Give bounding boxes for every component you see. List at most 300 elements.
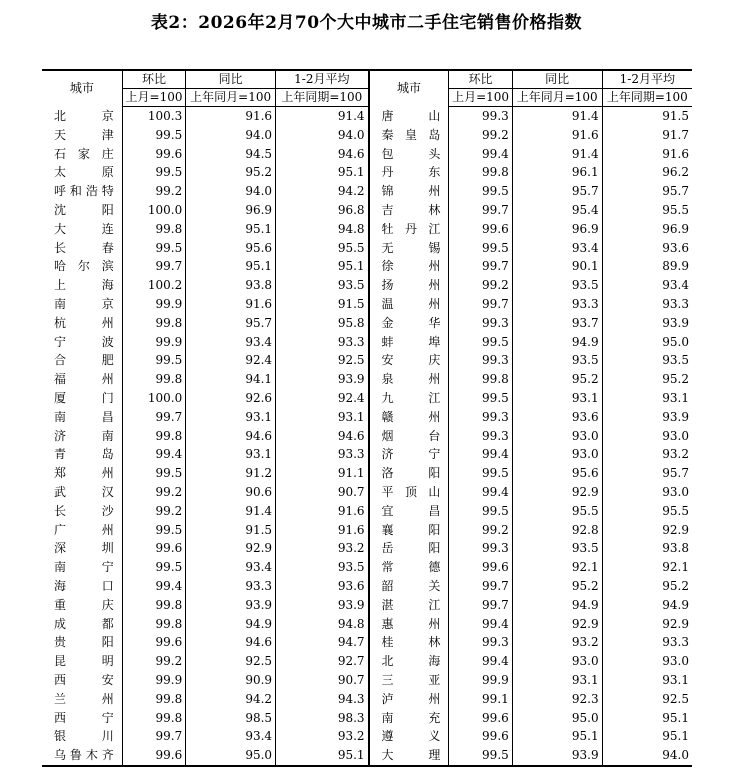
avg-value: 95.2	[602, 577, 692, 596]
avg-value: 95.5	[602, 502, 692, 521]
mom-value: 99.8	[449, 370, 512, 389]
yoy-value: 90.1	[512, 257, 602, 276]
yoy-value: 96.9	[186, 201, 276, 220]
avg-base-right: 上年同期=100	[602, 89, 692, 107]
avg-value: 96.8	[276, 201, 369, 220]
city-name: 包头	[369, 145, 449, 164]
city-name: 西宁	[42, 709, 122, 728]
city-name: 桂林	[369, 633, 449, 652]
mom-value: 99.3	[449, 408, 512, 427]
mom-value: 100.3	[122, 107, 185, 126]
avg-value: 94.6	[276, 427, 369, 446]
avg-value: 94.0	[276, 126, 369, 145]
yoy-value: 95.1	[186, 220, 276, 239]
city-name: 遵义	[369, 727, 449, 746]
avg-value: 93.9	[276, 370, 369, 389]
yoy-value: 94.2	[186, 690, 276, 709]
avg-value: 91.6	[276, 502, 369, 521]
avg-value: 94.2	[276, 182, 369, 201]
avg-value: 91.6	[276, 521, 369, 540]
mom-value: 99.2	[122, 182, 185, 201]
city-name: 丹东	[369, 163, 449, 182]
avg-value: 93.3	[602, 295, 692, 314]
mom-value: 99.8	[122, 427, 185, 446]
city-header-left: 城市	[42, 70, 122, 107]
yoy-value: 93.5	[512, 276, 602, 295]
mom-value: 99.4	[449, 615, 512, 634]
avg-value: 93.2	[276, 539, 369, 558]
table-row	[42, 502, 692, 521]
mom-value: 99.3	[449, 633, 512, 652]
yoy-value: 92.8	[512, 521, 602, 540]
yoy-value: 94.9	[512, 333, 602, 352]
avg-value: 92.1	[602, 558, 692, 577]
avg-value: 89.9	[602, 257, 692, 276]
city-name: 徐州	[369, 257, 449, 276]
avg-header-left: 1-2月平均	[276, 70, 369, 89]
mom-value: 99.8	[122, 314, 185, 333]
yoy-value: 95.7	[512, 182, 602, 201]
yoy-value: 93.5	[512, 539, 602, 558]
table-row	[42, 577, 692, 596]
yoy-value: 95.2	[512, 370, 602, 389]
mom-value: 99.7	[122, 257, 185, 276]
mom-value: 99.8	[122, 220, 185, 239]
table-row	[42, 671, 692, 690]
city-name: 无锡	[369, 239, 449, 258]
yoy-value: 94.5	[186, 145, 276, 164]
yoy-value: 93.2	[512, 633, 602, 652]
mom-value: 99.7	[449, 577, 512, 596]
yoy-value: 92.9	[186, 539, 276, 558]
mom-value: 99.2	[449, 276, 512, 295]
avg-value: 94.8	[276, 220, 369, 239]
table-row	[42, 615, 692, 634]
avg-value: 93.1	[602, 389, 692, 408]
yoy-value: 91.4	[512, 107, 602, 126]
yoy-value: 91.2	[186, 464, 276, 483]
yoy-value: 92.9	[512, 615, 602, 634]
yoy-value: 91.6	[512, 126, 602, 145]
mom-value: 99.5	[449, 239, 512, 258]
avg-value: 93.2	[602, 445, 692, 464]
city-name: 烟台	[369, 427, 449, 446]
yoy-value: 93.1	[512, 389, 602, 408]
mom-value: 99.5	[449, 333, 512, 352]
yoy-value: 92.5	[186, 652, 276, 671]
city-name: 哈尔滨	[42, 257, 122, 276]
mom-value: 99.7	[122, 408, 185, 427]
avg-value: 95.2	[602, 370, 692, 389]
yoy-value: 94.1	[186, 370, 276, 389]
avg-value: 95.7	[602, 464, 692, 483]
city-name: 蚌埠	[369, 333, 449, 352]
mom-value: 99.8	[122, 690, 185, 709]
table-row	[42, 427, 692, 446]
avg-value: 95.5	[602, 201, 692, 220]
avg-value: 93.2	[276, 727, 369, 746]
avg-value: 91.6	[602, 145, 692, 164]
city-name: 重庆	[42, 596, 122, 615]
city-name: 贵阳	[42, 633, 122, 652]
table-row	[42, 483, 692, 502]
avg-value: 93.8	[602, 539, 692, 558]
table-row	[42, 182, 692, 201]
city-name: 赣州	[369, 408, 449, 427]
city-name: 深圳	[42, 539, 122, 558]
yoy-value: 93.1	[186, 445, 276, 464]
table-row	[42, 558, 692, 577]
city-name: 唐山	[369, 107, 449, 126]
price-index-table	[42, 69, 692, 767]
yoy-value: 93.8	[186, 276, 276, 295]
avg-value: 91.4	[276, 107, 369, 126]
table-row	[42, 389, 692, 408]
mom-header-left: 环比	[122, 70, 185, 89]
city-name: 成都	[42, 615, 122, 634]
avg-value: 92.9	[602, 615, 692, 634]
mom-value: 99.5	[122, 126, 185, 145]
yoy-value: 94.9	[186, 615, 276, 634]
avg-value: 95.0	[602, 333, 692, 352]
mom-value: 99.3	[449, 107, 512, 126]
yoy-base-right: 上年同月=100	[512, 89, 602, 107]
avg-value: 94.9	[602, 596, 692, 615]
mom-value: 99.2	[122, 652, 185, 671]
city-name: 泉州	[369, 370, 449, 389]
avg-value: 93.1	[276, 408, 369, 427]
city-name: 长春	[42, 239, 122, 258]
mom-value: 99.7	[449, 295, 512, 314]
mom-value: 99.8	[122, 709, 185, 728]
table-row	[42, 163, 692, 182]
yoy-value: 95.6	[186, 239, 276, 258]
city-name: 秦皇岛	[369, 126, 449, 145]
table-row	[42, 220, 692, 239]
mom-value: 99.4	[122, 445, 185, 464]
mom-value: 99.2	[449, 521, 512, 540]
mom-value: 99.6	[122, 746, 185, 766]
yoy-value: 93.3	[512, 295, 602, 314]
table-row	[42, 633, 692, 652]
table-row	[42, 746, 692, 766]
mom-header-right: 环比	[449, 70, 512, 89]
mom-value: 99.4	[449, 145, 512, 164]
yoy-value: 94.0	[186, 182, 276, 201]
yoy-value: 93.4	[186, 727, 276, 746]
mom-value: 99.5	[122, 464, 185, 483]
yoy-value: 93.4	[512, 239, 602, 258]
yoy-value: 96.9	[512, 220, 602, 239]
mom-value: 99.6	[449, 709, 512, 728]
mom-value: 99.7	[449, 201, 512, 220]
table-row	[42, 276, 692, 295]
yoy-value: 93.5	[512, 351, 602, 370]
avg-value: 94.6	[276, 145, 369, 164]
mom-value: 99.5	[122, 558, 185, 577]
city-name: 太原	[42, 163, 122, 182]
city-name: 银川	[42, 727, 122, 746]
yoy-value: 95.2	[186, 163, 276, 182]
avg-value: 95.1	[602, 727, 692, 746]
city-name: 厦门	[42, 389, 122, 408]
city-name: 牡丹江	[369, 220, 449, 239]
avg-value: 92.4	[276, 389, 369, 408]
mom-value: 99.6	[122, 633, 185, 652]
city-name: 南昌	[42, 408, 122, 427]
avg-value: 93.3	[602, 633, 692, 652]
avg-value: 93.5	[276, 558, 369, 577]
mom-value: 100.0	[122, 201, 185, 220]
avg-value: 93.5	[276, 276, 369, 295]
city-name: 北京	[42, 107, 122, 126]
avg-value: 93.0	[602, 427, 692, 446]
mom-value: 99.5	[122, 163, 185, 182]
avg-value: 95.1	[602, 709, 692, 728]
avg-value: 93.5	[602, 351, 692, 370]
avg-value: 94.0	[602, 746, 692, 766]
city-name: 扬州	[369, 276, 449, 295]
mom-value: 99.9	[122, 295, 185, 314]
city-name: 泸州	[369, 690, 449, 709]
avg-value: 95.1	[276, 257, 369, 276]
yoy-value: 95.2	[512, 577, 602, 596]
avg-value: 91.1	[276, 464, 369, 483]
avg-value: 93.9	[602, 408, 692, 427]
mom-value: 99.4	[122, 577, 185, 596]
city-name: 福州	[42, 370, 122, 389]
avg-value: 93.9	[602, 314, 692, 333]
city-name: 北海	[369, 652, 449, 671]
avg-value: 93.1	[602, 671, 692, 690]
avg-value: 96.2	[602, 163, 692, 182]
avg-value: 91.5	[276, 295, 369, 314]
table-body	[42, 107, 692, 766]
mom-value: 99.5	[122, 351, 185, 370]
table-row	[42, 239, 692, 258]
city-name: 大理	[369, 746, 449, 766]
yoy-value: 98.5	[186, 709, 276, 728]
avg-base-left: 上年同期=100	[276, 89, 369, 107]
yoy-value: 94.6	[186, 633, 276, 652]
table-row	[42, 539, 692, 558]
mom-value: 99.3	[449, 539, 512, 558]
city-name: 平顶山	[369, 483, 449, 502]
mom-value: 99.2	[122, 483, 185, 502]
yoy-value: 92.6	[186, 389, 276, 408]
yoy-value: 91.6	[186, 295, 276, 314]
city-name: 韶关	[369, 577, 449, 596]
avg-value: 93.3	[276, 445, 369, 464]
mom-value: 99.5	[449, 746, 512, 766]
table-row	[42, 333, 692, 352]
avg-value: 98.3	[276, 709, 369, 728]
mom-value: 99.6	[122, 539, 185, 558]
mom-value: 99.7	[449, 596, 512, 615]
mom-value: 99.4	[449, 483, 512, 502]
city-name: 昆明	[42, 652, 122, 671]
table-row	[42, 295, 692, 314]
avg-value: 94.3	[276, 690, 369, 709]
city-name: 宜昌	[369, 502, 449, 521]
avg-value: 93.0	[602, 652, 692, 671]
table-row	[42, 521, 692, 540]
yoy-value: 93.7	[512, 314, 602, 333]
yoy-value: 95.0	[186, 746, 276, 766]
city-name: 海口	[42, 577, 122, 596]
mom-value: 99.6	[122, 145, 185, 164]
yoy-value: 93.0	[512, 427, 602, 446]
city-name: 宁波	[42, 333, 122, 352]
avg-value: 92.7	[276, 652, 369, 671]
mom-value: 99.5	[449, 389, 512, 408]
mom-value: 99.4	[449, 652, 512, 671]
avg-value: 95.8	[276, 314, 369, 333]
yoy-value: 90.6	[186, 483, 276, 502]
avg-value: 90.7	[276, 483, 369, 502]
yoy-value: 91.4	[186, 502, 276, 521]
yoy-value: 92.9	[512, 483, 602, 502]
city-name: 锦州	[369, 182, 449, 201]
avg-value: 94.7	[276, 633, 369, 652]
city-name: 襄阳	[369, 521, 449, 540]
mom-value: 99.5	[449, 464, 512, 483]
yoy-base-left: 上年同月=100	[186, 89, 276, 107]
table-row	[42, 652, 692, 671]
city-name: 三亚	[369, 671, 449, 690]
yoy-value: 95.6	[512, 464, 602, 483]
table-header	[42, 70, 692, 107]
city-name: 惠州	[369, 615, 449, 634]
city-name: 南宁	[42, 558, 122, 577]
yoy-value: 95.1	[186, 257, 276, 276]
mom-value: 99.1	[449, 690, 512, 709]
city-name: 南京	[42, 295, 122, 314]
mom-value: 99.8	[122, 615, 185, 634]
city-name: 兰州	[42, 690, 122, 709]
yoy-value: 94.9	[512, 596, 602, 615]
yoy-value: 93.9	[186, 596, 276, 615]
yoy-value: 93.1	[186, 408, 276, 427]
mom-value: 99.8	[122, 596, 185, 615]
avg-value: 93.6	[276, 577, 369, 596]
city-name: 郑州	[42, 464, 122, 483]
mom-value: 99.6	[449, 220, 512, 239]
mom-value: 99.2	[449, 126, 512, 145]
avg-value: 92.5	[602, 690, 692, 709]
city-name: 湛江	[369, 596, 449, 615]
avg-value: 91.5	[602, 107, 692, 126]
table-row	[42, 464, 692, 483]
avg-value: 95.5	[276, 239, 369, 258]
yoy-value: 91.5	[186, 521, 276, 540]
mom-value: 99.6	[449, 727, 512, 746]
table-row	[42, 145, 692, 164]
mom-value: 99.5	[449, 502, 512, 521]
yoy-value: 93.9	[512, 746, 602, 766]
yoy-value: 93.4	[186, 333, 276, 352]
city-name: 西安	[42, 671, 122, 690]
yoy-value: 95.4	[512, 201, 602, 220]
mom-value: 99.3	[449, 314, 512, 333]
city-name: 杭州	[42, 314, 122, 333]
mom-value: 100.2	[122, 276, 185, 295]
yoy-value: 95.7	[186, 314, 276, 333]
table-row	[42, 408, 692, 427]
city-name: 上海	[42, 276, 122, 295]
city-name: 大连	[42, 220, 122, 239]
yoy-header-left: 同比	[186, 70, 276, 89]
yoy-value: 95.1	[512, 727, 602, 746]
city-name: 武汉	[42, 483, 122, 502]
mom-value: 99.9	[122, 333, 185, 352]
avg-value: 93.9	[276, 596, 369, 615]
table-row	[42, 370, 692, 389]
table-row	[42, 445, 692, 464]
yoy-value: 90.9	[186, 671, 276, 690]
yoy-value: 92.4	[186, 351, 276, 370]
yoy-value: 93.4	[186, 558, 276, 577]
yoy-value: 91.6	[186, 107, 276, 126]
yoy-value: 93.1	[512, 671, 602, 690]
table-row	[42, 596, 692, 615]
yoy-value: 95.0	[512, 709, 602, 728]
yoy-value: 91.4	[512, 145, 602, 164]
yoy-value: 92.3	[512, 690, 602, 709]
yoy-value: 92.1	[512, 558, 602, 577]
city-name: 长沙	[42, 502, 122, 521]
table-title: 表2：2026年2月70个大中城市二手住宅销售价格指数	[150, 13, 583, 33]
city-name: 九江	[369, 389, 449, 408]
avg-value: 95.7	[602, 182, 692, 201]
table-row	[42, 727, 692, 746]
mom-value: 99.6	[449, 558, 512, 577]
table-row	[42, 126, 692, 145]
city-name: 温州	[369, 295, 449, 314]
table-row	[42, 690, 692, 709]
avg-value: 95.1	[276, 746, 369, 766]
mom-value: 99.8	[122, 370, 185, 389]
avg-value: 93.4	[602, 276, 692, 295]
city-name: 广州	[42, 521, 122, 540]
mom-value: 99.5	[122, 239, 185, 258]
city-name: 合肥	[42, 351, 122, 370]
avg-value: 94.8	[276, 615, 369, 634]
city-name: 乌鲁木齐	[42, 746, 122, 766]
mom-value: 99.7	[449, 257, 512, 276]
yoy-value: 93.3	[186, 577, 276, 596]
table-row	[42, 107, 692, 126]
city-name: 沈阳	[42, 201, 122, 220]
avg-value: 93.6	[602, 239, 692, 258]
mom-value: 99.8	[449, 163, 512, 182]
mom-value: 99.9	[122, 671, 185, 690]
mom-value: 99.4	[449, 445, 512, 464]
city-name: 常德	[369, 558, 449, 577]
yoy-value: 95.5	[512, 502, 602, 521]
mom-base-left: 上月=100	[122, 89, 185, 107]
city-name: 安庆	[369, 351, 449, 370]
city-header-right: 城市	[369, 70, 449, 107]
mom-value: 99.7	[122, 727, 185, 746]
avg-header-right: 1-2月平均	[602, 70, 692, 89]
mom-value: 99.3	[449, 351, 512, 370]
city-name: 石家庄	[42, 145, 122, 164]
city-name: 济宁	[369, 445, 449, 464]
mom-value: 99.5	[122, 521, 185, 540]
yoy-value: 96.1	[512, 163, 602, 182]
table-row	[42, 351, 692, 370]
